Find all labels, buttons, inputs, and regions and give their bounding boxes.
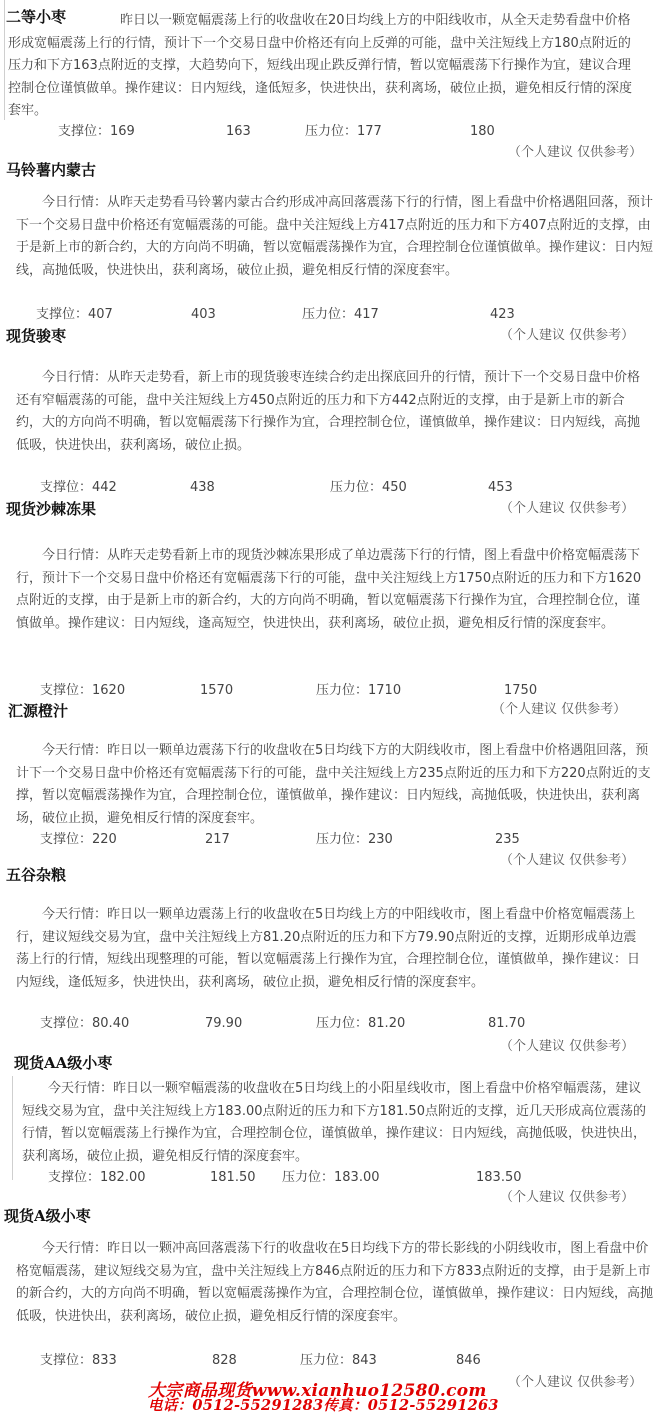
section-body: 昨日以一颗宽幅震荡上行的收盘收在20日均线上方的中阳线收市，从全天走势看盘中价格形成宽幅震荡上行的行情，预计下一个交易日盘中价格还有向上反弹的可能，盘中关注短线上方180点附近的压力和下方163点附近的支撑，大趋势向下，短线出现止跌反弹行情，暂以宽幅震荡下行操作为宜，建议合理控制仓位谨慎做单。操作建议：日内短线，逢低短多，快进快出，获利离场，破位止损，避免相反行情的深度套牢。	[8, 13, 633, 119]
pressure-level-1	[316, 832, 393, 848]
report-section	[0, 700, 670, 868]
footer-website: 大宗商品现货www.xianhuo12580.com	[148, 1381, 487, 1401]
support-label: 支撑位：	[40, 1016, 93, 1031]
support-level-2: 403	[191, 307, 216, 322]
left-divider	[12, 1076, 13, 1180]
pressure-value: 230	[368, 832, 393, 847]
pressure-value: 417	[354, 307, 379, 322]
pressure-label: 压力位：	[316, 1016, 369, 1031]
section-body: 今天行情：昨日以一颗单边震荡上行的收盘收在5日均线上方的中阳线收市，图上看盘中价格宽幅震荡上行，建议短线交易为宜，盘中关注短线上方81.20点附近的压力和下方79.90点附近的支撑，近期形成单边震荡上行的行情，短线出现整理的可能，暂以宽幅震荡上行操作为宜，合理控制仓位，谨慎做单，操作建议：日内短线，逢低短多，快进快出，获利离场，破位止损，避免相反行情的深度套牢。	[16, 907, 641, 990]
support-level-2: 828	[212, 1353, 237, 1368]
pressure-value: 183.00	[334, 1170, 380, 1185]
pressure-value: 843	[352, 1353, 377, 1368]
pressure-level-2: 453	[488, 480, 513, 495]
support-value: 80.40	[92, 1016, 130, 1031]
pressure-value: 450	[382, 480, 407, 495]
support-level-1	[40, 1016, 129, 1032]
support-label: 支撑位：	[58, 124, 111, 139]
section-body: 今天行情：昨日以一颗冲高回落震荡下行的收盘收在5日均线下方的带长影线的小阴线收市，图上看盘中价格宽幅震荡，建议短线交易为宜，盘中关注短线上方846点附近的压力和下方833点附近的支撑，由于是新上市的新合约，大的方向尚不明确，暂以宽幅震荡操作为宜，合理控制仓位，谨慎做单，操作建议：日内短线，高抛低吸，快进快出，获利离场，破位止损，避免相反行情的深度套牢。	[16, 1241, 654, 1324]
disclaimer-note: （个人建议 仅供参考）	[500, 501, 635, 516]
support-level-1	[40, 832, 117, 848]
support-level-1	[40, 683, 125, 699]
support-level-1	[58, 124, 135, 140]
disclaimer-note: （个人建议 仅供参考）	[508, 145, 643, 160]
section-title: 马铃薯内蒙古	[6, 161, 97, 179]
section-body: 今日行情：从昨天走势看，新上市的现货骏枣连续合约走出探底回升的行情，预计下一个交易日盘中价格还有窄幅震荡的可能，盘中关注短线上方450点附近的压力和下方442点附近的支撑，由于是新上市的新合约，大的方向尚不明确，暂以宽幅震荡下行操作为宜，合理控制仓位，谨慎做单，操作建议：日内短线，高抛低吸，快进快出，获利离场，破位止损。	[16, 370, 641, 453]
pressure-label: 压力位：	[282, 1170, 335, 1185]
support-value: 182.00	[100, 1170, 146, 1185]
pressure-value: 81.20	[368, 1016, 406, 1031]
left-divider	[4, 0, 5, 120]
disclaimer-note: （个人建议 仅供参考）	[500, 1190, 635, 1205]
support-value: 220	[92, 832, 117, 847]
section-body: 今日行情：从昨天走势看马铃薯内蒙古合约形成冲高回落震荡下行的行情，图上看盘中价格遇阻回落，预计下一个交易日盘中价格还有宽幅震荡的可能。盘中关注短线上方417点附近的压力和下方407点附近的支撑，由于是新上市的新合约，大的方向尚不明确，暂以宽幅震荡操作为宜，合理控制仓位谨慎做单。操作建议：日内短线，高抛低吸，快进快出，获利离场，破位止损，避免相反行情的深度套牢。	[16, 195, 654, 278]
report-section	[0, 1050, 670, 1205]
support-label: 支撑位：	[40, 683, 93, 698]
disclaimer-note: （个人建议 仅供参考）	[492, 702, 627, 717]
report-section	[0, 1205, 670, 1390]
pressure-level-2: 183.50	[476, 1170, 522, 1185]
pressure-level-2: 180	[470, 124, 495, 139]
pressure-label: 压力位：	[316, 832, 369, 847]
section-title: 二等小枣	[6, 8, 67, 26]
support-value: 1620	[92, 683, 126, 698]
pressure-level-1	[302, 307, 379, 323]
support-label: 支撑位：	[40, 832, 93, 847]
support-level-1	[40, 1353, 117, 1369]
section-title: 汇源橙汁	[8, 702, 69, 720]
pressure-level-1	[300, 1353, 377, 1369]
pressure-level-2: 235	[495, 832, 520, 847]
support-level-1	[36, 307, 113, 323]
section-title: 现货沙棘冻果	[6, 500, 97, 518]
pressure-level-1	[330, 480, 407, 496]
pressure-label: 压力位：	[305, 124, 358, 139]
pressure-level-2: 423	[490, 307, 515, 322]
support-level-1	[48, 1170, 146, 1186]
support-level-2: 79.90	[205, 1016, 243, 1031]
section-body: 今天行情：昨日以一颗窄幅震荡的收盘收在5日均线上的小阳星线收市，图上看盘中价格窄幅震荡，建议短线交易为宜，盘中关注短线上方183.00点附近的压力和下方181.50点附近的支撑，近几天形成高位震荡的行情，暂以宽幅震荡上行操作为宜，合理控制仓位，谨慎做单，操作建议：日内短线，高抛低吸，快进快出，获利离场，破位止损，避免相反行情的深度套牢。	[22, 1081, 647, 1164]
pressure-value: 177	[357, 124, 382, 139]
footer-contact: 电话：0512-55291283传真：0512-55291263	[148, 1397, 499, 1414]
section-body: 今天行情：昨日以一颗单边震荡下行的收盘收在5日均线下方的大阴线收市，图上看盘中价格遇阻回落，预计下一个交易日盘中价格还有宽幅震荡下行的可能，盘中关注短线上方235点附近的压力和下方220点附近的支撑，暂以宽幅震荡操作为宜，合理控制仓位，谨慎做单，操作建议：日内短线，高抛低吸，快进快出，获利离场，破位止损，避免相反行情的深度套牢。	[16, 743, 651, 826]
disclaimer-note: （个人建议 仅供参考）	[508, 1375, 643, 1390]
disclaimer-note: （个人建议 仅供参考）	[500, 1039, 635, 1054]
support-level-2: 163	[226, 124, 251, 139]
pressure-label: 压力位：	[300, 1353, 353, 1368]
support-level-2: 1570	[200, 683, 234, 698]
support-label: 支撑位：	[36, 307, 89, 322]
pressure-label: 压力位：	[316, 683, 369, 698]
section-title: 现货AA级小枣	[14, 1054, 113, 1072]
support-value: 169	[110, 124, 135, 139]
support-level-1	[40, 480, 117, 496]
support-value: 407	[88, 307, 113, 322]
pressure-level-1	[305, 124, 382, 140]
support-label: 支撑位：	[40, 480, 93, 495]
support-level-2: 181.50	[210, 1170, 256, 1185]
pressure-level-1	[282, 1170, 380, 1186]
pressure-label: 压力位：	[330, 480, 383, 495]
section-title: 现货A级小枣	[4, 1207, 91, 1225]
support-value: 833	[92, 1353, 117, 1368]
support-level-2: 217	[205, 832, 230, 847]
pressure-level-1	[316, 1016, 405, 1032]
support-label: 支撑位：	[48, 1170, 101, 1185]
section-title: 五谷杂粮	[6, 866, 67, 884]
section-title: 现货骏枣	[6, 327, 67, 345]
pressure-label: 压力位：	[302, 307, 355, 322]
pressure-level-2: 1750	[504, 683, 538, 698]
support-label: 支撑位：	[40, 1353, 93, 1368]
disclaimer-note: （个人建议 仅供参考）	[500, 853, 635, 868]
pressure-value: 1710	[368, 683, 402, 698]
support-level-2: 438	[190, 480, 215, 495]
pressure-level-2: 81.70	[488, 1016, 526, 1031]
section-body: 今日行情：从昨天走势看新上市的现货沙棘冻果形成了单边震荡下行的行情，图上看盘中价格宽幅震荡下行，预计下一个交易日盘中价格还有宽幅震荡下行的可能，盘中关注短线上方1750点附近的压力和下方1620点附近的支撑，由于是新上市的新合约，大的方向尚不明确，暂以宽幅震荡下行操作为宜，合理控制仓位，谨慎做单。操作建议：日内短线，逢高短空，快进快出，获利离场，破位止损，避免相反行情的深度套牢。	[16, 548, 642, 631]
pressure-level-2: 846	[456, 1353, 481, 1368]
report-section	[0, 862, 670, 1054]
disclaimer-note: （个人建议 仅供参考）	[500, 328, 635, 343]
pressure-level-1	[316, 683, 401, 699]
report-section	[0, 0, 670, 160]
support-value: 442	[92, 480, 117, 495]
